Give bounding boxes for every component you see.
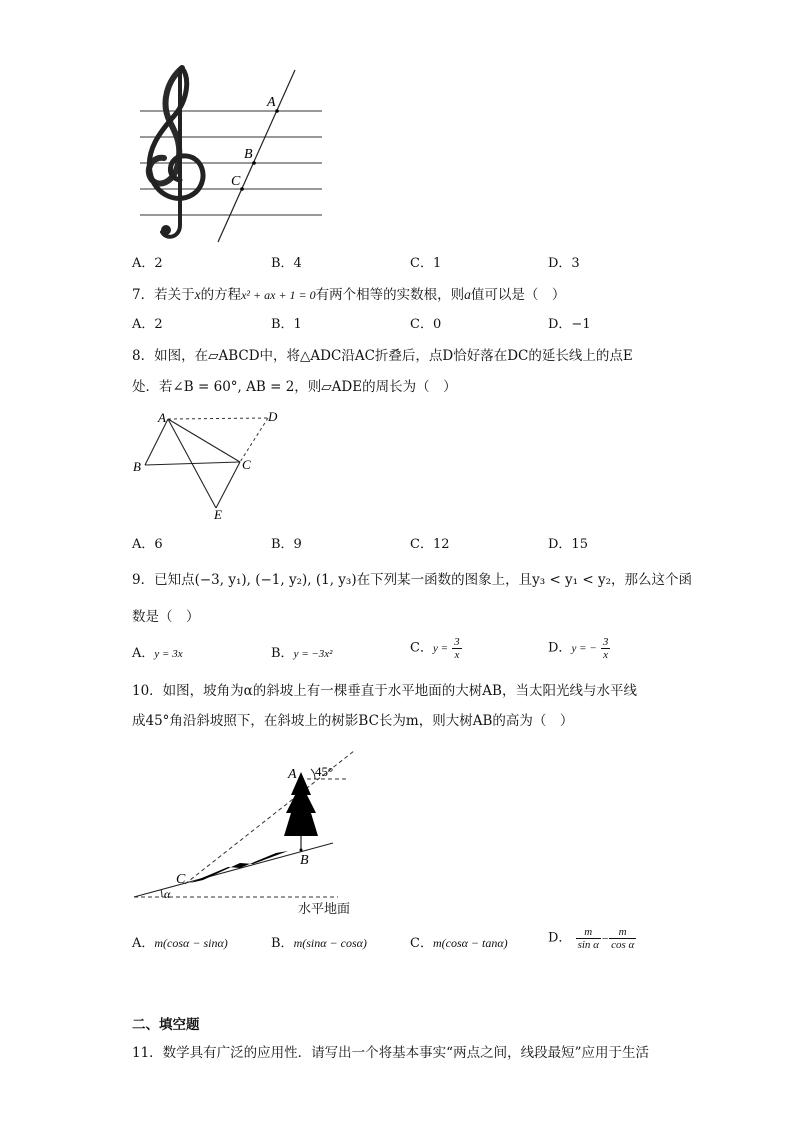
q6-option-b[interactable]: B．4 [271, 256, 302, 271]
q6-option-c[interactable]: C．1 [410, 256, 442, 271]
q8-option-a[interactable]: A．6 [132, 537, 163, 552]
svg-text:α: α [164, 887, 171, 901]
q10-option-c[interactable]: C．m(cosα − tanα) [410, 936, 508, 951]
q8-stem-line2: 处．若∠B = 60°, AB = 2，则▱ADE的周长为（ ） [132, 379, 457, 395]
q10-option-a[interactable]: A．m(cosα − sinα) [132, 936, 228, 951]
q8-option-d[interactable]: D．15 [548, 537, 588, 552]
q10-stem-line2: 成45°角沿斜坡照下，在斜坡上的树影BC长为m，则大树AB的高为（ ） [132, 713, 574, 729]
q7-stem: 7．若关于x的方程x² + ax + 1 = 0有两个相等的实数根，则a值可以是（ ） [132, 287, 566, 303]
q9-option-c[interactable]: C．y = $\frac{3}{x}$ [410, 636, 460, 661]
svg-text:C: C [176, 872, 186, 887]
svg-text:C: C [242, 457, 251, 472]
svg-text:A: A [288, 767, 297, 782]
svg-text:E: E [214, 507, 222, 522]
staff-figure [130, 60, 330, 250]
q7-option-b[interactable]: B．1 [271, 317, 302, 332]
q10-stem-line1: 10．如图，坡角为α的斜坡上有一棵垂直于水平地面的大树AB，当太阳光线与水平线 [132, 683, 637, 699]
label-b: B [244, 147, 253, 162]
svg-text:B: B [300, 853, 309, 868]
q10-option-d[interactable]: D． $\frac{m}{\text{sin α}}$ − $\frac{m}{\text{cos α}}$ [548, 926, 635, 951]
label-a: A [267, 95, 276, 110]
q9-stem-line2: 数是（ ） [132, 609, 200, 625]
q10-figure [128, 750, 368, 925]
q7-option-a[interactable]: A．2 [132, 317, 163, 332]
label-c: C [231, 174, 241, 189]
treble-clef-icon [149, 68, 203, 237]
q10-option-b[interactable]: B．m(sinα − cosα) [271, 936, 367, 951]
q8-option-b[interactable]: B．9 [271, 537, 302, 552]
q11-stem-line1: 11．数学具有广泛的应用性．请写出一个将基本事实“两点之间，线段最短”应用于生活 [132, 1045, 649, 1061]
tree-shadow [190, 851, 288, 883]
q9-stem-line1: 9．已知点(−3, y₁), (−1, y₂), (1, y₃)在下列某一函数的图象上，且y₃ < y₁ < y₂，那么这个函 [132, 572, 693, 588]
q9-option-b[interactable]: B．y = −3x² [271, 646, 333, 661]
svg-text:D: D [268, 409, 278, 424]
q8-figure [128, 405, 288, 523]
q7-option-d[interactable]: D．−1 [548, 317, 591, 332]
q8-option-c[interactable]: C．12 [410, 537, 450, 552]
svg-text:45°: 45° [315, 764, 334, 779]
q7-option-c[interactable]: C．0 [410, 317, 442, 332]
q8-stem-line1: 8．如图，在▱ABCD中，将△ADC沿AC折叠后，点D恰好落在DC的延长线上的点E [132, 348, 633, 364]
q9-option-a[interactable]: A．y = 3x [132, 646, 183, 661]
q6-option-a[interactable]: A．2 [132, 256, 163, 271]
section-title: 二、填空题 [132, 1017, 200, 1033]
svg-text:B: B [133, 459, 141, 474]
q6-option-d[interactable]: D．3 [548, 256, 580, 271]
svg-text:A: A [158, 410, 166, 425]
ground-label: 水平地面 [298, 902, 351, 917]
q9-option-d[interactable]: D．y = − $\frac{3}{x}$ [548, 636, 609, 661]
